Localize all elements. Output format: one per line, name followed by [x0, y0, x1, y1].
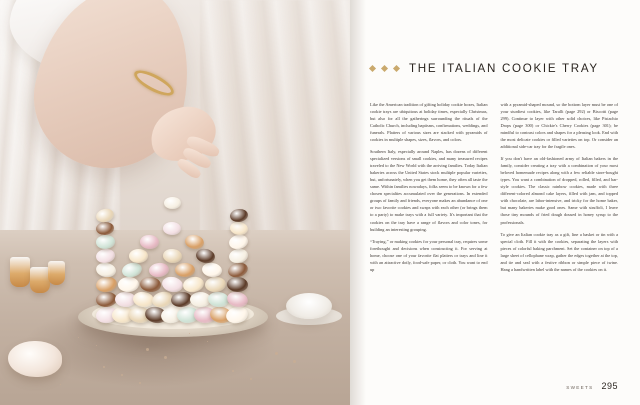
liqueur-glass — [10, 257, 30, 287]
crumb — [146, 348, 149, 351]
paragraph: “Traying,” or making cookies for your personal tray, requires some forethought and decisions when constructing it. For serving at home, choose one of your favorite flat platters or trays and line it with an attractive doily, food-safe paper, or cloth. You want to end up — [370, 238, 488, 272]
cookie — [225, 305, 250, 325]
single-pastry — [8, 341, 62, 377]
crumb — [96, 345, 97, 346]
cookie — [225, 290, 249, 310]
section-label: SWEETS — [566, 385, 594, 390]
page-title: THE ITALIAN COOKIE TRAY — [409, 62, 599, 75]
cookie — [229, 221, 249, 237]
diamond-ornament-icon — [381, 65, 388, 72]
diamond-ornament-icon — [393, 65, 400, 72]
cookie — [129, 249, 148, 263]
cookie — [95, 275, 118, 293]
cookie — [175, 262, 195, 277]
column-left — [370, 101, 488, 278]
paragraph: To give an Italian cookie tray as a gift, line a basket or tin with a special cloth. Fill it with the cookies, separating the layers with pieces of colorful baking parchment. Set the container on top of a large sheet of cellophane wrap, gather the edges together at the top, and tie and seal with a festive ribbon or simple piece of twine. Hang a handwritten label with the names of the cookies on it. — [500, 231, 618, 272]
crumb — [275, 352, 278, 355]
liqueur-glass — [48, 261, 65, 285]
cookie — [162, 248, 182, 264]
crumb — [78, 337, 79, 338]
cookie — [163, 222, 181, 236]
cookie — [95, 261, 117, 279]
liqueur-glass — [30, 267, 50, 293]
paragraph: If you don't have an old-fashioned army of Italian bakers in the family, consider creating a tray with a combination of your most beloved homemade recipes along with a few reliable store-bought types. You want a combination of dropped, rolled, filled, and bar-style cookies. The classic rainbow cookies, made with three different-colored almond cake layers, filled with jam, and topped with chocolate, are labor-intensive, and tricky for the home baker, but many bakeries make good ones. Same with struffoli, I leave those tiny mounds of fried dough doused in honey syrup to the professionals. — [500, 156, 618, 225]
cookie — [95, 221, 114, 235]
paragraph: Southern Italy, especially around Naples, has dozens of different specialized versions of small cookies, and many treasured recipes traveled to the New World with the arriving families. Today Italian bakeries across the United States stock multiple popular varieties, but, unfortunately, when you get them home, they often all taste the same. Within families nowadays, folks seem to be known for a few chosen specialties accumulated over the generations. In extended groups of family and friends, everyone makes an abundance of one or two favorite cookies and swaps with each other (or brings them to a party) to make trays with a full variety. It's important that the cookies on the tray have a range of flavors and color tones, for building an interesting grouping. — [370, 149, 488, 232]
page-title-row — [370, 62, 618, 75]
cookie-tower — [96, 171, 248, 323]
crumb — [207, 341, 208, 342]
page-footer — [566, 381, 618, 391]
cookie — [227, 276, 249, 292]
body-columns — [370, 101, 618, 278]
cookie — [139, 276, 161, 293]
cookie — [95, 248, 116, 264]
cookie — [140, 235, 160, 250]
cookie — [95, 207, 116, 224]
cookie — [226, 260, 249, 279]
crumb — [293, 360, 296, 363]
crumb — [103, 366, 105, 368]
cookie — [229, 208, 248, 223]
crumb — [232, 370, 234, 372]
crumb — [164, 356, 167, 359]
paragraph: with a pyramid-shaped mound, so the bottom layer must be one of your sturdiest cookies, like Taralli (page 292) or Biscotti (page 299). Continue to layer with other solid choices, like Pistachio Drops (page 300) or Chickie's Cherry Cookies (page 301); be mindful to contrast colors and shapes for a pleasing look. End with the most delicate cookies or filled varieties on top. Or consider an additional side-car tray for the fragile ones. — [500, 102, 618, 150]
cookie — [228, 248, 249, 265]
crumb — [139, 382, 141, 384]
paragraph: Like the American tradition of gifting holiday cookie boxes, Italian cookie trays are ubiquitous at holiday times, especially Christmas, but also for all the gatherings surrounding the rituals of the Catholic Church, including baptisms, confirmations, weddings, and funerals. Platters of various sizes are stacked with pyramids of cookies in multiple shapes, sizes, flavors, and colors. — [370, 102, 488, 143]
cookie — [96, 235, 116, 250]
crumb — [121, 374, 123, 376]
gutter-shadow — [350, 0, 366, 405]
crumb — [60, 384, 61, 385]
text-page — [350, 0, 640, 405]
cookie — [164, 197, 181, 209]
column-right — [501, 101, 619, 278]
cookie — [228, 234, 249, 251]
cookie — [201, 261, 223, 278]
cookie — [205, 276, 227, 293]
crumb — [250, 378, 252, 380]
cookie — [118, 277, 140, 293]
teacup — [286, 293, 332, 319]
crumb — [189, 333, 190, 334]
cookie — [148, 262, 169, 278]
diamond-ornament-icon — [369, 65, 376, 72]
cookie — [121, 261, 144, 280]
page-number: 295 — [601, 381, 618, 391]
